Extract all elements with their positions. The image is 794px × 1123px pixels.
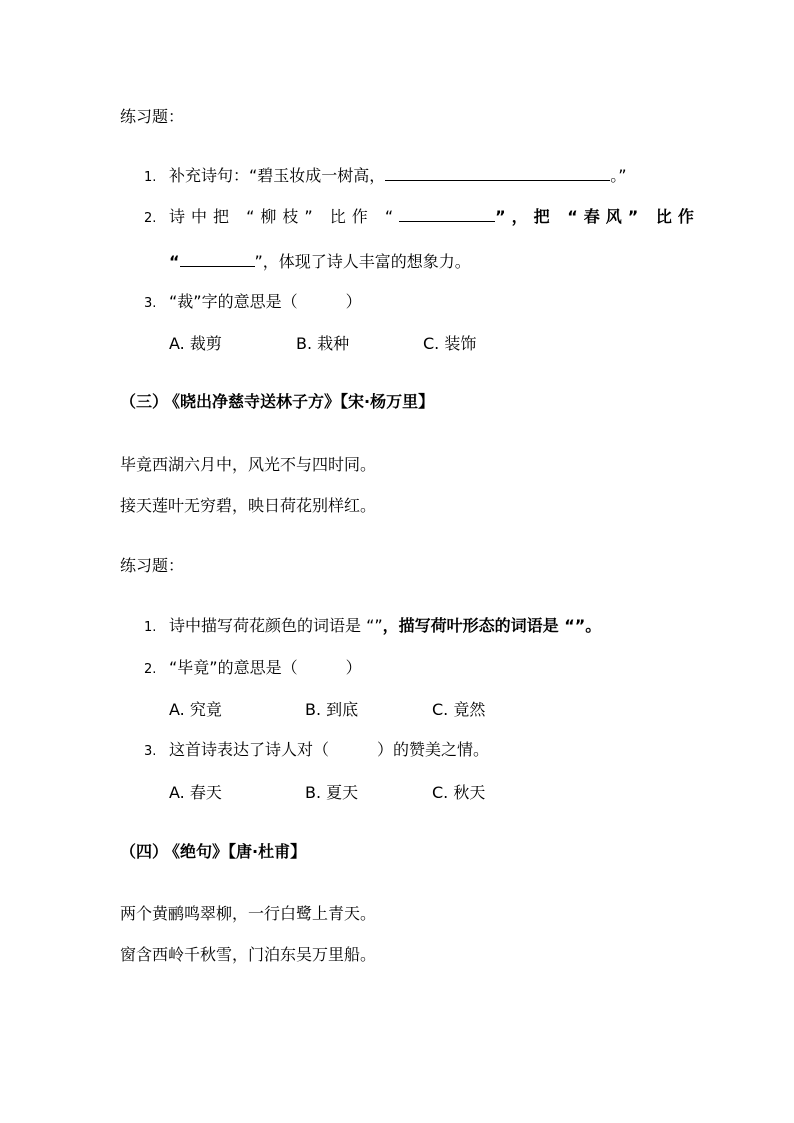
poem-heading-title: 《晓出净慈寺送林子方》【宋·杨万里】: [172, 392, 435, 411]
question-text: ”，体现了诗人丰富的想象力。: [254, 252, 471, 271]
poem-heading-4: [120, 841, 306, 863]
exercise-heading-1: 练习题：: [120, 107, 185, 126]
question-2-1: [169, 615, 601, 637]
poem-heading-number: （四）: [120, 842, 169, 861]
option-a[interactable]: A. 究竟: [169, 700, 222, 719]
question-number: 1.: [144, 170, 157, 185]
option-c[interactable]: C. 竟然: [432, 700, 486, 719]
question-1-2-line2: [169, 251, 471, 273]
question-text: ”，把 “春风” 比作: [495, 207, 700, 226]
question-number: 2.: [144, 662, 157, 677]
poem-heading-number: （三）: [120, 392, 169, 411]
option-a[interactable]: A. 春天: [169, 783, 222, 802]
question-text: “: [169, 252, 180, 271]
exercise-heading-2: 练习题：: [120, 556, 185, 575]
question-number: 3.: [144, 744, 157, 759]
answer-blank[interactable]: [385, 166, 610, 181]
poem-line: 窗含西岭千秋雪，门泊东吴万里船。: [120, 945, 377, 964]
question-text: ，描写荷叶形态的词语是 “”。: [382, 616, 602, 635]
question-1-3: “裁”字的意思是（ ）: [169, 292, 362, 311]
question-number: 1.: [144, 620, 157, 635]
option-c[interactable]: C. 秋天: [432, 783, 486, 802]
option-b[interactable]: B. 夏天: [305, 783, 359, 802]
answer-blank[interactable]: [180, 252, 255, 267]
question-number: 2.: [144, 211, 157, 226]
question-number: 3.: [144, 296, 157, 311]
option-b[interactable]: B. 到底: [305, 700, 359, 719]
poem-line: 两个黄鹂鸣翠柳，一行白鹭上青天。: [120, 904, 377, 923]
poem-heading-3: [120, 391, 434, 413]
question-text: 诗中把 “柳枝” 比作 “: [169, 207, 400, 226]
question-1-2-line1: [169, 206, 700, 228]
option-b[interactable]: B. 栽种: [296, 334, 350, 353]
poem-line: 毕竟西湖六月中，风光不与四时同。: [120, 455, 377, 474]
question-text: 诗中描写荷花颜色的词语是 “”: [169, 616, 383, 635]
poem-line: 接天莲叶无穷碧，映日荷花别样红。: [120, 496, 377, 515]
question-2-2: “毕竟”的意思是（ ）: [169, 658, 362, 677]
question-text: 补充诗句：“碧玉妆成一树高，: [169, 166, 386, 185]
answer-blank[interactable]: [399, 207, 495, 222]
option-c[interactable]: C. 装饰: [423, 334, 477, 353]
question-1-1: [169, 165, 627, 187]
question-2-3: 这首诗表达了诗人对（ ）的赞美之情。: [169, 740, 490, 759]
poem-heading-title: 《绝句》【唐·杜甫】: [172, 842, 307, 861]
option-a[interactable]: A. 裁剪: [169, 334, 222, 353]
question-text: 。”: [610, 166, 627, 185]
